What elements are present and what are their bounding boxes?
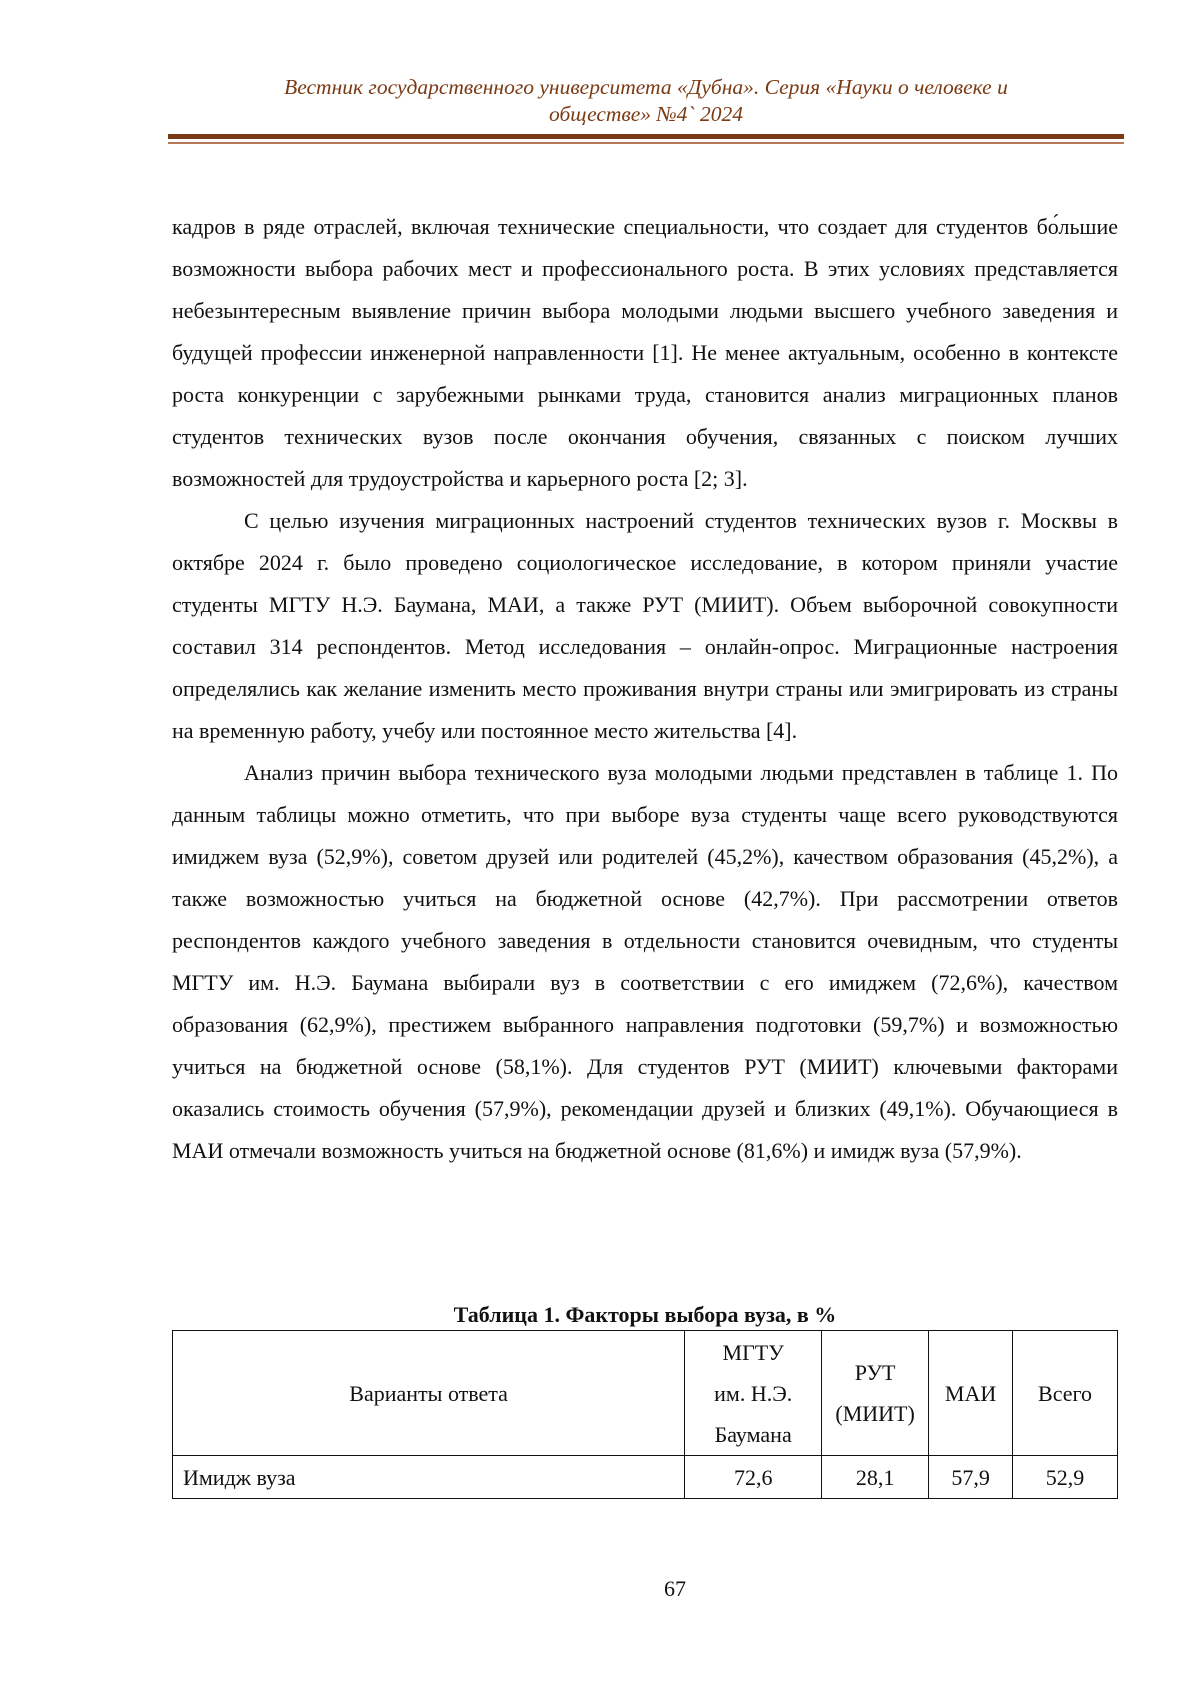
header-cell-total: Всего: [1013, 1331, 1118, 1456]
cell-mai: 57,9: [929, 1456, 1013, 1499]
header-cell-answer: Варианты ответа: [173, 1331, 685, 1456]
header-mgtu-line3: Баумана: [714, 1421, 792, 1447]
header-mgtu-line2: им. Н.Э.: [714, 1380, 793, 1406]
table-caption: Таблица 1. Факторы выбора вуза, в %: [453, 1302, 837, 1327]
header-cell-mai: МАИ: [929, 1331, 1013, 1456]
cell-mgtu: 72,6: [685, 1456, 822, 1499]
table-row: [173, 1456, 1118, 1499]
paragraph-3: Анализ причин выбора технического вуза молодыми людьми представлен в таблице 1. По данным таблицы можно отметить, что при выборе вуза студенты чаще всего руководствуются имиджем вуза (52,9%), советом друзей или родителей (45,2%), качеством образования (45,2%), а также возможностью учиться на бюджетной основе (42,7%). При рассмотрении ответов респондентов каждого учебного заведения в отдельности становится очевидным, что студенты МГТУ им. Н.Э. Баумана выбирали вуз в соответствии с его имиджем (72,6%), качеством образования (62,9%), престижем выбранного направления подготовки (59,7%) и возможностью учиться на бюджетной основе (58,1%). Для студентов РУТ (МИИТ) ключевыми факторами оказались стоимость обучения (57,9%), рекомендации друзей и близких (49,1%). Обучающиеся в МАИ отмечали возможность учиться на бюджетной основе (81,6%) и имидж вуза (57,9%).: [172, 760, 1118, 1163]
page-number: 67: [664, 1576, 686, 1601]
paragraph-1: кадров в ряде отраслей, включая технические специальности, что создает для студентов бо́льшие возможности выбора рабочих мест и профессионального роста. В этих условиях представляется небезынтересным выявление причин выбора молодыми людьми высшего учебного заведения и будущей профессии инженерной направленности [1]. Не менее актуальным, особенно в контексте роста конкуренции с зарубежными рынками труда, становится анализ миграционных планов студентов технических вузов после окончания обучения, связанных с поиском лучших возможностей для трудоустройства и карьерного роста [2; 3].: [172, 214, 1118, 491]
journal-header-line1: Вестник государственного университета «Дубна». Серия «Науки о человеке и: [284, 75, 1008, 99]
header-cell-mgtu: [685, 1331, 822, 1456]
article-body: [172, 206, 1118, 1172]
header-cell-rut: [822, 1331, 929, 1456]
factors-table: [172, 1330, 1118, 1499]
header-rule-thick: [168, 134, 1124, 139]
cell-total: 52,9: [1013, 1456, 1118, 1499]
header-mgtu-line1: МГТУ: [722, 1339, 784, 1365]
cell-rut: 28,1: [822, 1456, 929, 1499]
header-rut-line2: (МИИТ): [835, 1401, 915, 1426]
header-rule-thin: [168, 142, 1124, 144]
paragraph-2: С целью изучения миграционных настроений студентов технических вузов г. Москвы в октябре 2024 г. было проведено социологическое исследование, в котором приняли участие студенты МГТУ Н.Э. Баумана, МАИ, а также РУТ (МИИТ). Объем выборочной совокупности составил 314 респондентов. Метод исследования – онлайн-опрос. Миграционные настроения определялись как желание изменить место проживания внутри страны или эмигрировать из страны на временную работу, учебу или постоянное место жительства [4].: [172, 508, 1118, 743]
journal-header: [168, 74, 1124, 128]
table-header-row: [173, 1331, 1118, 1456]
cell-label: Имидж вуза: [173, 1456, 685, 1499]
header-rut-line1: РУТ: [854, 1360, 896, 1385]
journal-header-line2: обществе» №4` 2024: [549, 102, 743, 126]
